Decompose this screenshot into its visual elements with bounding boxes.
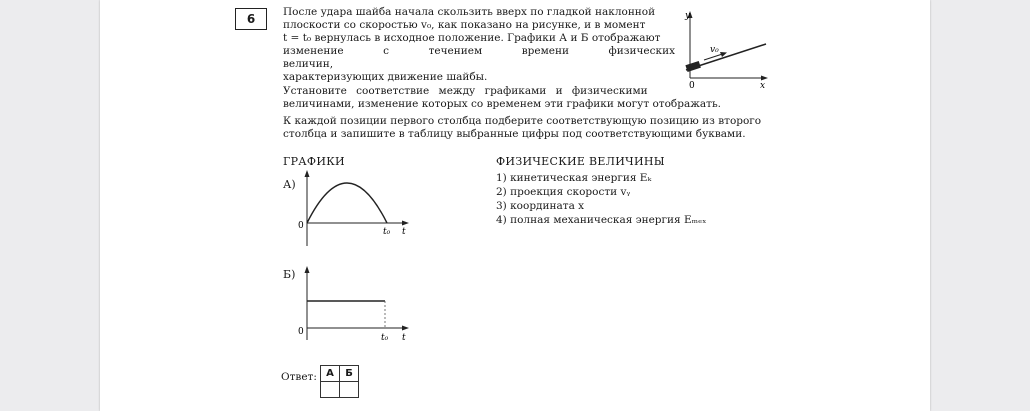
match-line: величинами, изменение которых со временем эти графики могут отображать.: [283, 98, 722, 110]
graph-b-label: Б): [283, 268, 296, 281]
origin-label: 0: [689, 81, 695, 88]
graph-b-y-arrow: [305, 266, 310, 273]
graph-a: [295, 168, 415, 250]
select-line: столбца и запишите в таблицу выбранные цифры под соответствующими буквами.: [283, 128, 746, 140]
answer-cell-a[interactable]: [321, 382, 340, 398]
quantities-heading: ФИЗИЧЕСКИЕ ВЕЛИЧИНЫ: [496, 155, 665, 168]
x-axis-label: x: [760, 81, 766, 88]
question-number: 6: [235, 8, 267, 30]
match-instruction: [283, 85, 743, 111]
problem-intro: [283, 6, 675, 84]
intro-line: изменение с течением времени физических величин,: [283, 45, 675, 70]
select-line: К каждой позиции первого столбца подберите соответствующую позицию из второго: [283, 115, 762, 127]
graphs-heading: ГРАФИКИ: [283, 155, 345, 168]
graph-a-t-label: t: [402, 227, 406, 237]
graph-a-y-arrow: [305, 170, 310, 177]
graph-b-origin: 0: [298, 327, 304, 337]
answer-header-a: А: [321, 366, 340, 382]
quantity-item: 2) проекция скорости vᵧ: [496, 186, 631, 198]
graph-a-origin: 0: [298, 221, 304, 231]
match-line: Установите соответствие между графиками и физическими: [283, 85, 648, 97]
answer-label: Ответ:: [281, 371, 317, 383]
quantity-item: 1) кинетическая энергия Eₖ: [496, 172, 652, 184]
intro-line: После удара шайба начала скользить вверх по гладкой наклонной: [283, 6, 656, 18]
graph-a-curve: [307, 183, 387, 223]
quantity-item: 4) полная механическая энергия Eₘₑₓ: [496, 214, 707, 226]
velocity-label: v₀: [710, 45, 719, 55]
select-instruction: [283, 115, 768, 141]
intro-line: t = t₀ вернулась в исходное положение. Графики А и Б отображают: [283, 32, 661, 44]
intro-line: характеризующих движение шайбы.: [283, 71, 488, 83]
graph-b-t0: t₀: [381, 333, 389, 343]
graph-b: [295, 262, 415, 344]
intro-line: плоскости со скоростью v₀, как показано на рисунке, и в момент: [283, 19, 646, 31]
incline-figure: [680, 8, 775, 88]
graph-b-t-label: t: [402, 333, 406, 343]
answer-table: [320, 365, 359, 398]
graph-a-t-arrow: [402, 221, 409, 226]
y-axis-label: y: [685, 11, 691, 21]
graph-a-label: А): [283, 178, 296, 191]
graph-b-t-arrow: [402, 326, 409, 331]
answer-cell-b[interactable]: [340, 382, 359, 398]
graph-a-t0: t₀: [383, 227, 391, 237]
quantity-item: 3) координата x: [496, 200, 585, 212]
answer-header-b: Б: [340, 366, 359, 382]
x-axis-arrow: [761, 76, 768, 81]
puck: [685, 61, 700, 72]
